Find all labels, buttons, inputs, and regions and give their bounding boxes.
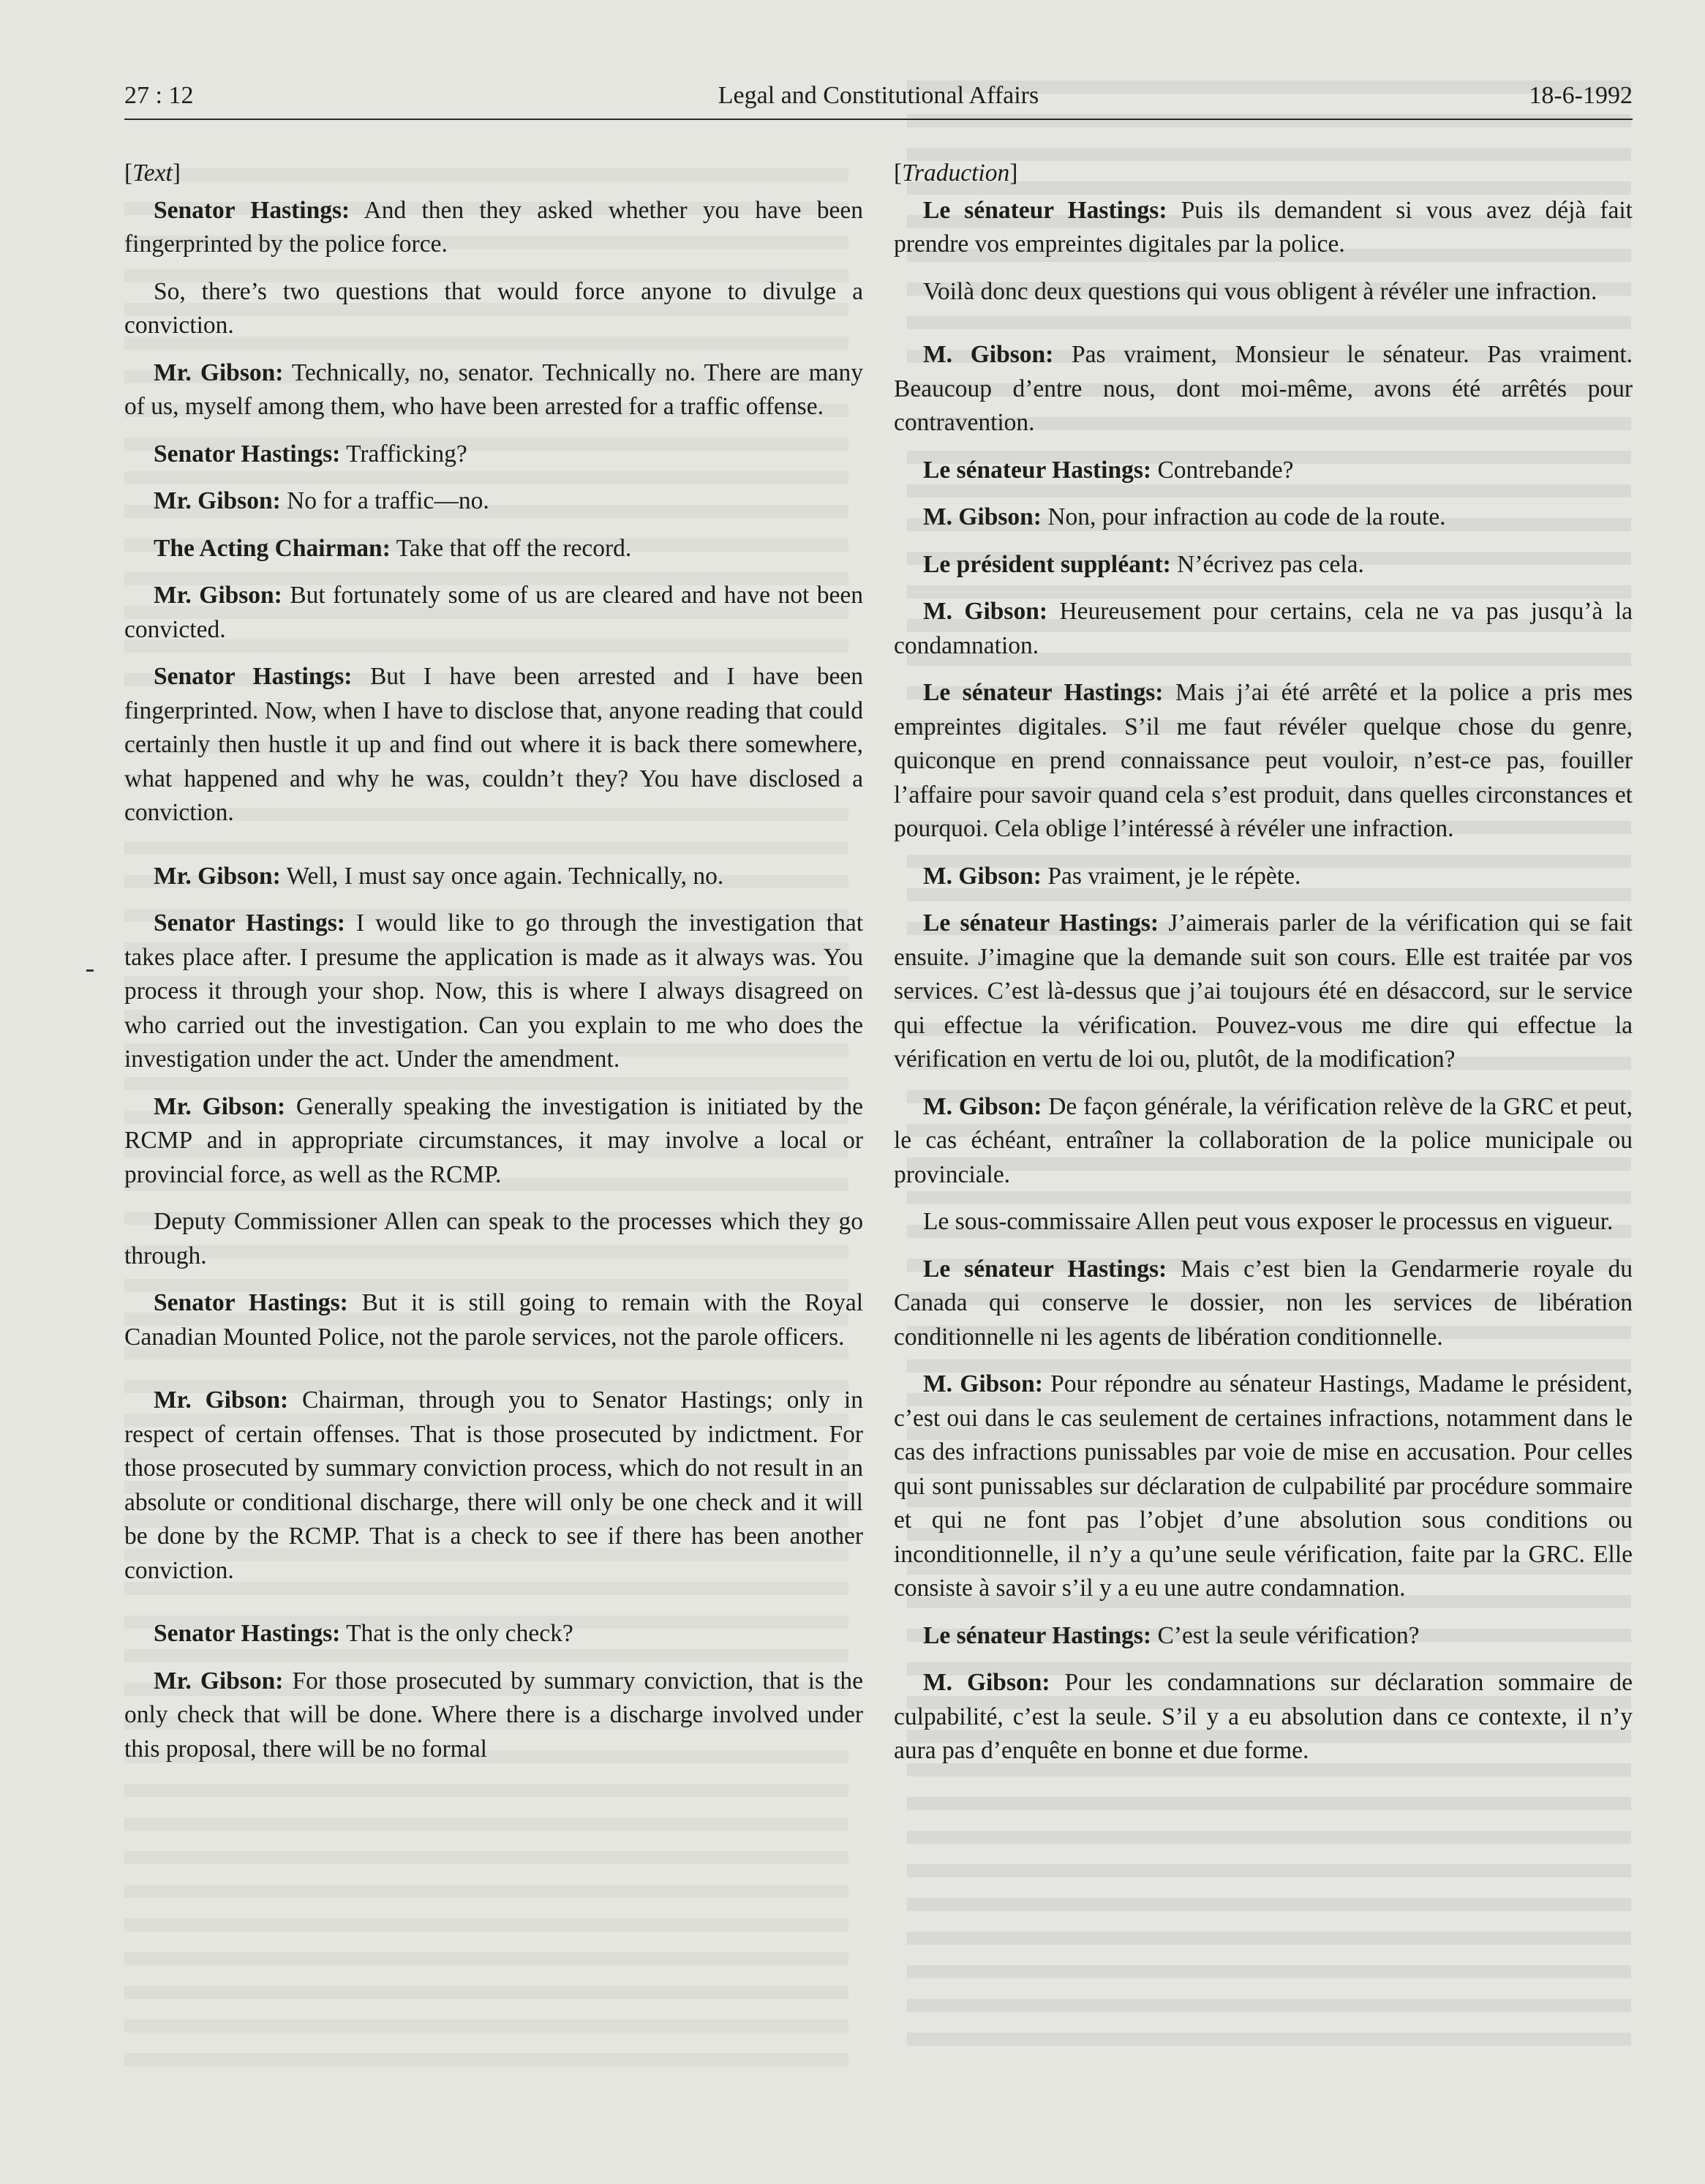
speaker: Le sénateur Hastings: bbox=[923, 196, 1167, 224]
speaker: M. Gibson: bbox=[923, 862, 1042, 890]
utterance-text: Well, I must say once again. Technically, no. bbox=[280, 862, 724, 890]
utterance-text: Heureusement pour certains, cela ne va pas jusqu’à la condamnation. bbox=[894, 598, 1633, 659]
speaker: Senator Hastings: bbox=[154, 909, 345, 937]
utterance-text: Technically, no, senator. Technically no. There are many of us, myself among them, who have been arrested for a traffic offense. bbox=[124, 359, 863, 420]
header-rule bbox=[124, 119, 1633, 120]
utterance bbox=[894, 454, 1633, 488]
utterance-text: Deputy Commissioner Allen can speak to the processes which they go through. bbox=[124, 1208, 863, 1269]
utterance-text: Pour répondre au sénateur Hastings, Madame le président, c’est oui dans le cas seulement de certaines infractions, notamment dans le cas des infractions punissables par voie de mise en accusation. Pour celles qui sont punissables sur déclaration de culpabilité par procédure sommaire et qui ne font pas l’objet d’une absolution sous conditions ou inconditionnelle, il n’y a qu’une seule vérification, faite par la GRC. Elle consiste à savoir s’il y a eu une autre condamnation. bbox=[894, 1370, 1633, 1602]
utterance bbox=[894, 194, 1633, 262]
utterance-text: I would like to go through the investigation that takes place after. I presume the application is made as it always was. You process it through your shop. Now, this is where I always disagreed on who carried out the investigation. Can you explain to me who does the investigation under the act. Under the amendment. bbox=[124, 909, 863, 1073]
speaker: Senator Hastings: bbox=[154, 196, 350, 224]
utterance-text: C’est la seule vérification? bbox=[1151, 1621, 1420, 1649]
utterance bbox=[124, 907, 863, 1077]
utterance bbox=[124, 484, 863, 519]
utterance bbox=[124, 194, 863, 262]
speaker: Senator Hastings: bbox=[154, 440, 341, 468]
utterance bbox=[124, 1384, 863, 1588]
speaker: Mr. Gibson: bbox=[154, 487, 281, 514]
english-column bbox=[124, 157, 863, 1779]
utterance-text: But fortunately some of us are cleared and have not been convicted. bbox=[124, 582, 863, 643]
speaker: M. Gibson: bbox=[923, 1092, 1042, 1120]
utterance-text: So, there’s two questions that would force anyone to divulge a conviction. bbox=[124, 277, 863, 339]
speaker: Le président suppléant: bbox=[923, 550, 1171, 578]
utterance-text: De façon générale, la vérification relève de la GRC et peut, le cas échéant, entraîner la collaboration de la police municipale ou provinciale. bbox=[894, 1092, 1633, 1188]
utterance bbox=[894, 676, 1633, 847]
french-column bbox=[894, 157, 1633, 1782]
utterance-text: But it is still going to remain with the Royal Canadian Mounted Police, not the parole services, not the parole officers. bbox=[124, 1289, 863, 1351]
speaker: M. Gibson: bbox=[923, 1669, 1050, 1696]
utterance bbox=[124, 579, 863, 647]
speaker: M. Gibson: bbox=[923, 341, 1054, 368]
utterance bbox=[894, 1666, 1633, 1768]
utterance bbox=[894, 1253, 1633, 1355]
margin-mark bbox=[86, 969, 94, 972]
column-tag: [Traduction] bbox=[894, 160, 1018, 187]
utterance bbox=[894, 548, 1633, 582]
speaker: Mr. Gibson: bbox=[154, 582, 282, 609]
header-date: 18-6-1992 bbox=[1529, 82, 1633, 109]
speaker: Le sénateur Hastings: bbox=[923, 679, 1164, 706]
page-number: 27 : 12 bbox=[124, 82, 194, 109]
speaker: M. Gibson: bbox=[923, 503, 1042, 530]
utterance bbox=[124, 1286, 863, 1354]
speaker: The Acting Chairman: bbox=[154, 534, 391, 562]
utterance-text: For those prosecuted by summary conviction, that is the only check that will be done. Where there is a discharge involved under this proposal, there will be no formal bbox=[124, 1667, 864, 1763]
utterance-text: Non, pour infraction au code de la route. bbox=[1041, 503, 1446, 530]
utterance-text: N’écrivez pas cela. bbox=[1170, 550, 1364, 578]
utterance bbox=[894, 907, 1633, 1077]
speaker: M. Gibson: bbox=[923, 1370, 1043, 1397]
speaker: M. Gibson: bbox=[923, 598, 1048, 625]
utterance bbox=[894, 1205, 1633, 1239]
speaker: Mr. Gibson: bbox=[154, 862, 281, 890]
running-header bbox=[124, 82, 1633, 120]
speaker: Mr. Gibson: bbox=[154, 359, 284, 386]
utterance bbox=[124, 1205, 863, 1273]
utterance bbox=[894, 860, 1633, 894]
utterance bbox=[124, 1617, 863, 1651]
utterance bbox=[124, 1090, 863, 1193]
speaker: Mr. Gibson: bbox=[154, 1667, 284, 1695]
utterance-text: Chairman, through you to Senator Hastings; only in respect of certain offenses. That is those prosecuted by indictment. For those prosecuted by summary conviction process, which do not result in an absolute or conditional discharge, there will only be one check and it will be done by the RCMP. That is a check to see if there has been another conviction. bbox=[124, 1386, 863, 1584]
utterance bbox=[124, 438, 863, 472]
utterance bbox=[124, 1665, 863, 1767]
utterance-text: No for a traffic—no. bbox=[280, 487, 489, 514]
utterance-text: Pas vraiment, Monsieur le sénateur. Pas vraiment. Beaucoup d’entre nous, dont moi-même, avons été arrêtés pour contravention. bbox=[894, 341, 1633, 436]
utterance-text: Pas vraiment, je le répète. bbox=[1041, 862, 1301, 890]
utterance-text: Take that off the record. bbox=[390, 534, 632, 562]
utterance-text: J’aimerais parler de la vérification qui se fait ensuite. J’imagine que la demande suit son cours. Elle est traitée par vos services. C’est là-dessus que j’ai toujours été en désaccord, sur le service qui effectue la vérification. Pouvez-vous me dire qui effectue la vérification en vertu de loi ou, plutôt, de la modification? bbox=[894, 909, 1633, 1073]
utterance-text: Contrebande? bbox=[1151, 456, 1294, 484]
speaker: Le sénateur Hastings: bbox=[923, 1255, 1167, 1283]
utterance bbox=[894, 500, 1633, 535]
utterance bbox=[124, 532, 863, 566]
speaker: Le sénateur Hastings: bbox=[923, 1621, 1152, 1649]
utterance-text: That is the only check? bbox=[340, 1620, 573, 1647]
utterance-text: Trafficking? bbox=[340, 440, 467, 468]
speaker: Mr. Gibson: bbox=[154, 1092, 286, 1120]
utterance-text: Pour les condamnations sur déclaration sommaire de culpabilité, c’est la seule. S’il y a eu absolution dans ce contexte, il n’y aura pas d’enquête en bonne et due forme. bbox=[894, 1669, 1633, 1764]
utterance bbox=[894, 1367, 1633, 1606]
speaker: Le sénateur Hastings: bbox=[923, 456, 1152, 484]
utterance bbox=[894, 595, 1633, 663]
utterance-text: And then they asked whether you have been fingerprinted by the police force. bbox=[124, 196, 863, 258]
utterance bbox=[124, 356, 863, 424]
speaker: Senator Hastings: bbox=[154, 1620, 341, 1647]
utterance bbox=[124, 860, 863, 894]
utterance bbox=[124, 660, 863, 830]
utterance-text: Le sous-commissaire Allen peut vous exposer le processus en vigueur. bbox=[923, 1208, 1614, 1235]
header-title: Legal and Constitutional Affairs bbox=[718, 82, 1039, 109]
utterance-text: Generally speaking the investigation is initiated by the RCMP and in appropriate circumstances, it may involve a local or provincial force, as well as the RCMP. bbox=[124, 1092, 864, 1188]
speaker: Senator Hastings: bbox=[154, 663, 353, 690]
utterance-text: Puis ils demandent si vous avez déjà fait prendre vos empreintes digitales par la police. bbox=[894, 196, 1633, 258]
utterance bbox=[894, 338, 1633, 440]
speaker: Mr. Gibson: bbox=[154, 1386, 289, 1414]
column-tag: [Text] bbox=[124, 160, 181, 187]
utterance bbox=[894, 275, 1633, 309]
utterance-text: But I have been arrested and I have been fingerprinted. Now, when I have to disclose that, anyone reading that could certainly then hustle it up and find out where it is back there somewhere, what happened and why he was, couldn’t they? You have disclosed a conviction. bbox=[124, 663, 863, 826]
utterance bbox=[124, 275, 863, 343]
utterance-text: Mais c’est bien la Gendarmerie royale du Canada qui conserve le dossier, non les services de libération conditionnelle ni les agents de libération conditionnelle. bbox=[894, 1255, 1633, 1351]
utterance-text: Voilà donc deux questions qui vous obligent à révéler une infraction. bbox=[923, 277, 1597, 305]
utterance bbox=[894, 1619, 1633, 1654]
speaker: Senator Hastings: bbox=[154, 1289, 348, 1316]
utterance bbox=[894, 1090, 1633, 1193]
utterance-text: Mais j’ai été arrêté et la police a pris mes empreintes digitales. S’il me faut révéler quelque chose du genre, quiconque en prend connaissance peut vouloir, n’est-ce pas, fouiller l’affaire pour savoir quand cela s’est produit, dans quelles circonstances et pourquoi. Cela oblige l’intéressé à révéler une infraction. bbox=[894, 679, 1633, 842]
speaker: Le sénateur Hastings: bbox=[923, 909, 1159, 937]
